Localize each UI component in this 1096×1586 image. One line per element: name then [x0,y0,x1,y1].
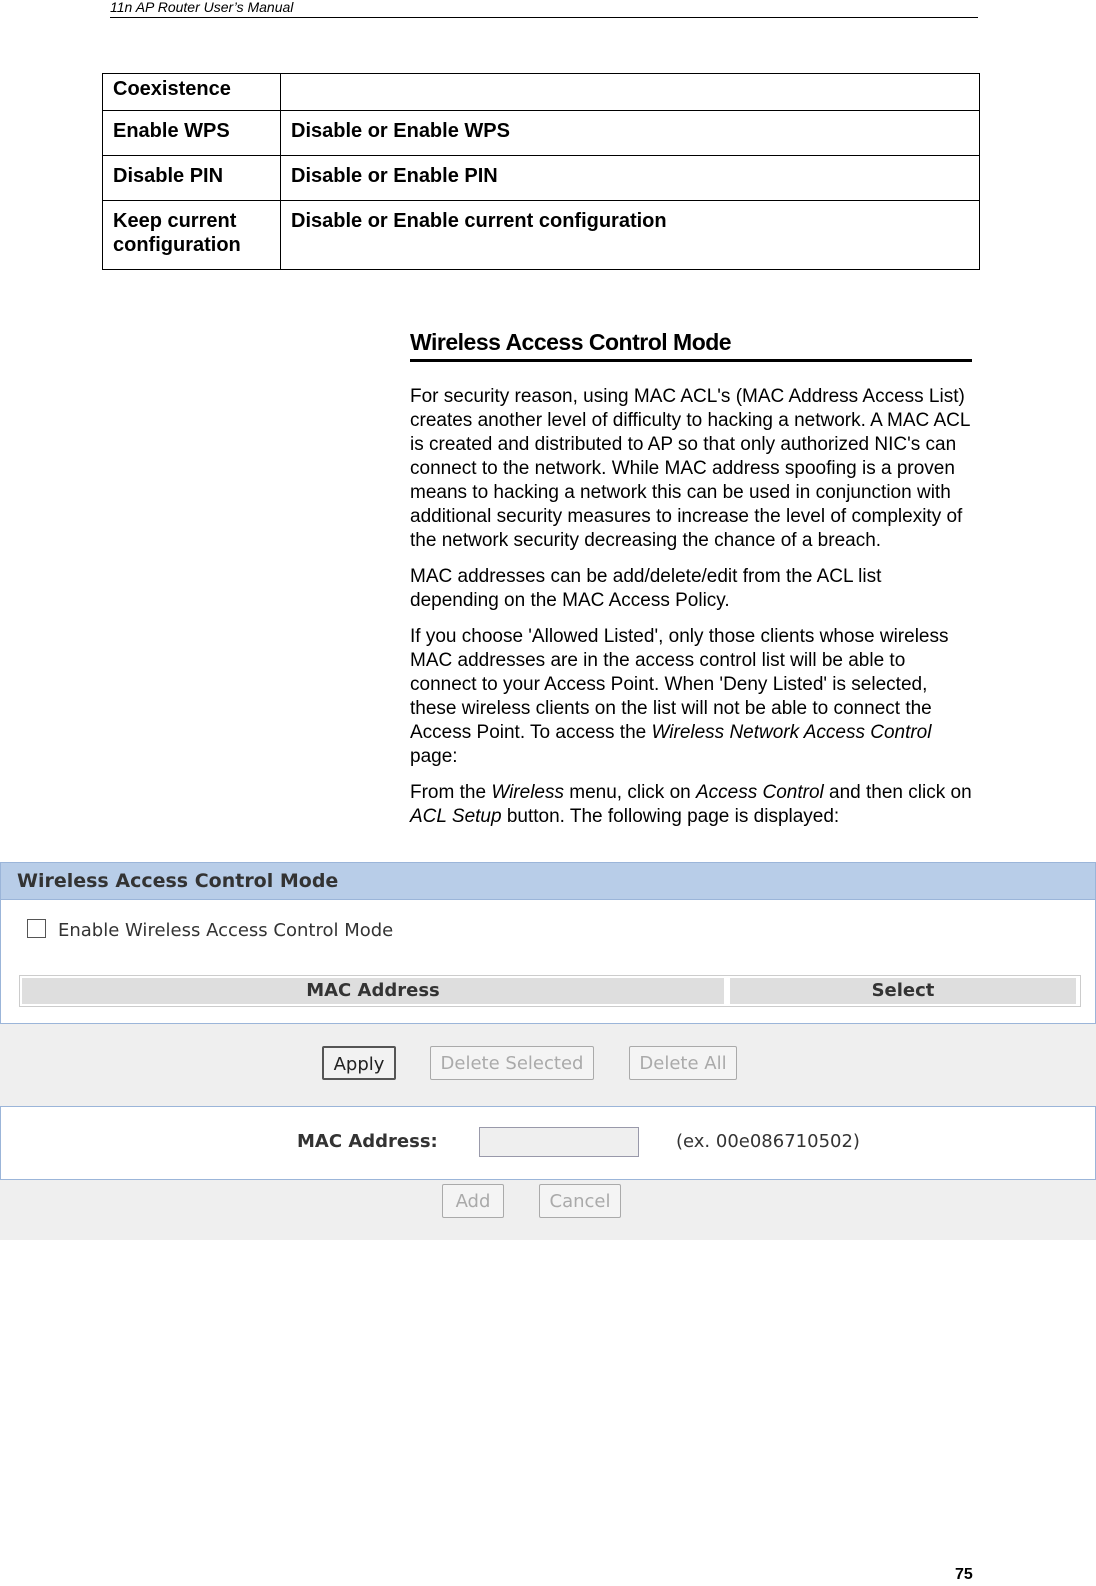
delete-all-button[interactable]: Delete All [629,1046,737,1080]
table-row [103,74,980,111]
access-control-panel [0,862,1096,1024]
paragraph [410,625,975,769]
paragraph [410,781,975,829]
mac-address-input[interactable] [479,1127,639,1157]
table-row [103,111,980,156]
mac-address-label: MAC Address: [297,1131,438,1152]
emphasis: Access Control [695,782,824,803]
section-body [410,385,975,841]
param-desc: Disable or Enable WPS [281,111,980,156]
action-bar [0,1024,1096,1106]
param-desc: Disable or Enable current configuration [281,201,980,270]
text-run: and then click on [823,782,972,803]
enable-access-control-checkbox[interactable] [27,919,46,938]
param-name: Enable WPS [103,111,281,156]
emphasis: Wireless Network Access Control [651,722,932,743]
text-run: From the [410,782,492,803]
param-desc: Disable or Enable PIN [281,156,980,201]
text-run: button. The following page is displayed: [501,806,840,827]
cancel-button[interactable]: Cancel [539,1184,621,1218]
access-control-screenshot [0,862,1096,1240]
table-row [103,156,980,201]
column-header-select: Select [730,978,1076,1004]
column-header-mac: MAC Address [22,978,724,1004]
emphasis: ACL Setup [410,806,502,827]
param-name: Coexistence [103,74,281,111]
enable-label: Enable Wireless Access Control Mode [58,920,394,941]
emphasis: Wireless [491,782,564,803]
param-name: Disable PIN [103,156,281,201]
mac-address-hint: (ex. 00e086710502) [676,1131,860,1152]
param-name: Keep current configuration [103,201,281,270]
param-desc [281,74,980,111]
section-title: Wireless Access Control Mode [410,328,972,362]
add-button[interactable]: Add [442,1184,504,1218]
delete-selected-button[interactable]: Delete Selected [430,1046,594,1080]
mac-list-table [19,975,1081,1007]
text-run: If you choose 'Allowed Listed', only those clients whose wireless MAC addresses are in the access control list will be able to connect to your Access Point. When 'Deny Listed' is selected, these wireless clients on the list will not be able to connect the Access Point. To access the [410,626,949,743]
apply-button[interactable]: Apply [322,1046,396,1080]
page-number: 75 [955,1566,973,1583]
panel-title: Wireless Access Control Mode [1,863,1095,900]
paragraph: For security reason, using MAC ACL's (MAC Address Access List) creates another level of difficulty to hacking a network. A MAC ACL is created and distributed to AP so that only authorized NIC's can connect to the network. While MAC address spoofing is a proven means to hacking a network this can be used in conjunction with additional security measures to increase the level of complexity of the network security decreasing the chance of a breach. [410,386,970,551]
enable-row [27,919,393,941]
page-header: 11n AP Router User’s Manual [110,0,978,18]
add-mac-panel [0,1106,1096,1180]
text-run: page: [410,746,458,767]
table-row [103,201,980,270]
text-run: menu, click on [563,782,696,803]
add-action-bar [0,1180,1096,1240]
paragraph: MAC addresses can be add/delete/edit from the ACL list depending on the MAC Access Policy. [410,566,882,611]
parameter-table [102,73,980,270]
